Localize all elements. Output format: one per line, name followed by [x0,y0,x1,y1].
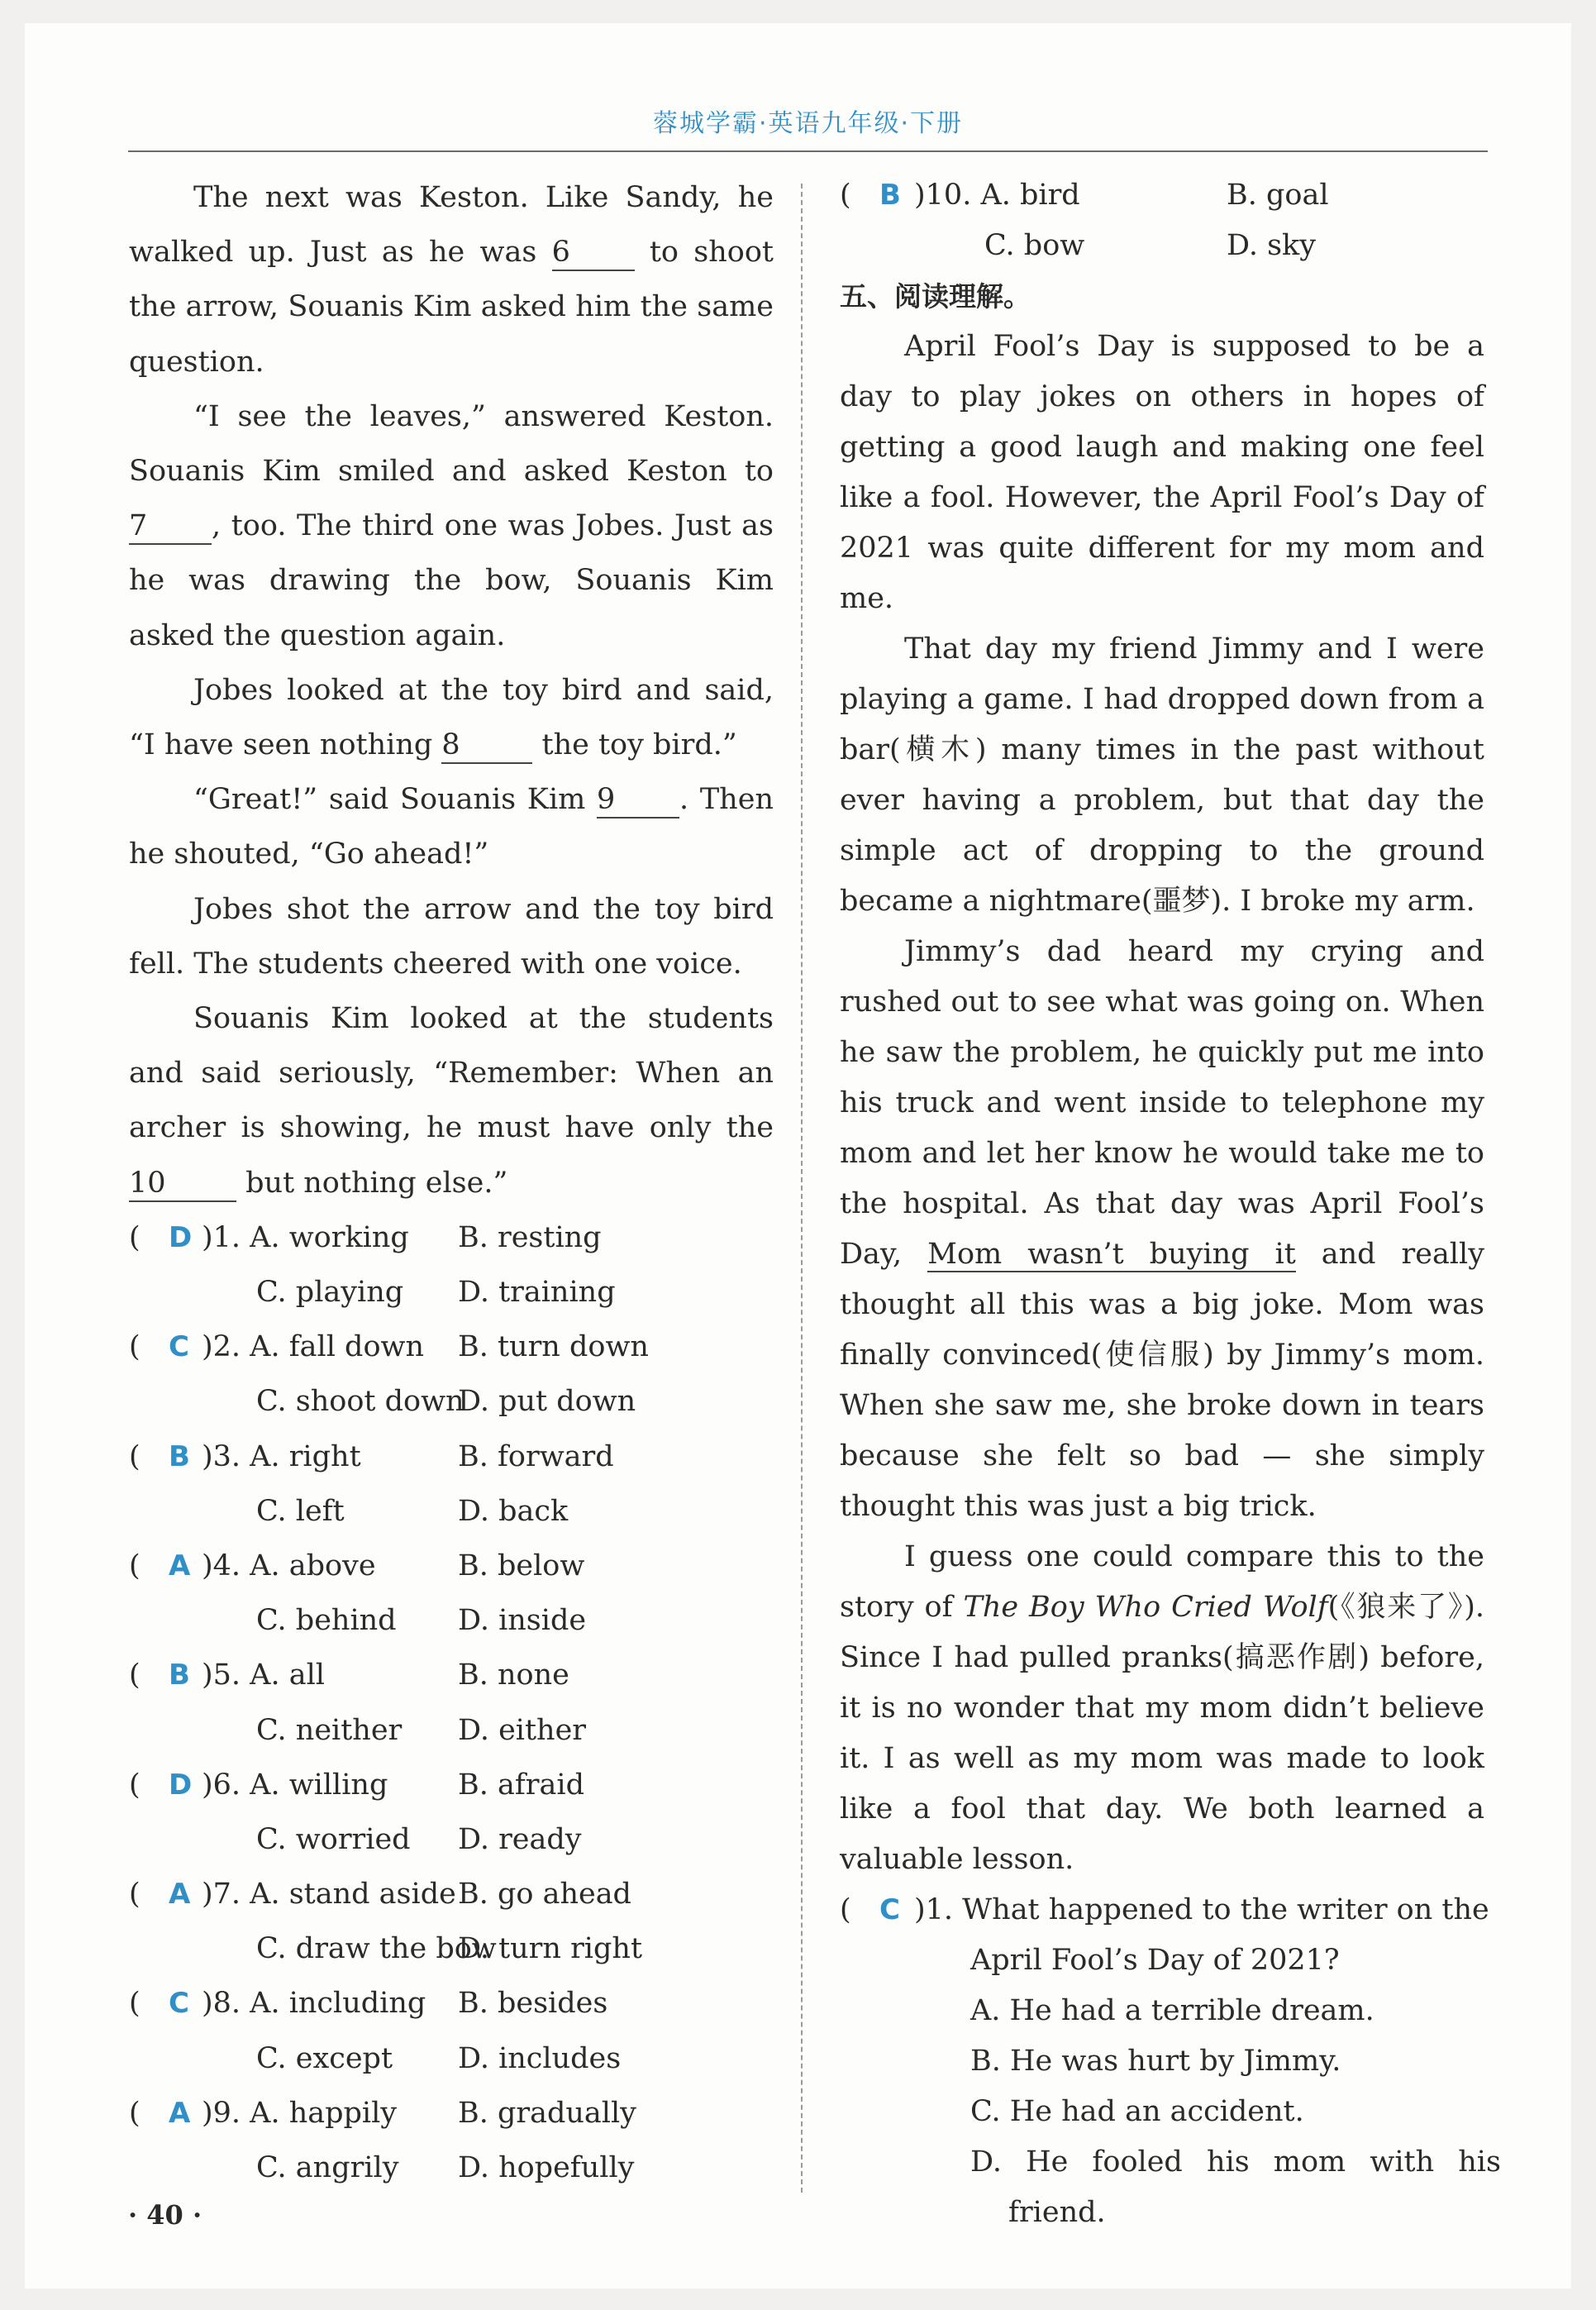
question-item: ( A )7. A. stand aside B. go ahead [129,1867,774,1921]
answer-letter: A [169,1878,191,1911]
right-column: ( B )10. A. bird B. goal C. bow D. sky 五、阅读理解。 April Fool’s Day is supposed to be a day to play jokes on others in hopes of getting a good laugh and making one feel like a fool. However, the April Fool’s Day of 2021 was quite different for my mom and me. That day my friend Jimmy and I were playing a game. I had dropped down from a bar(横木) many times in the past without ever having a problem, but that day the simple act of dropping to the ground became a nightmare(噩梦). I broke my arm. Jimmy’s dad heard my crying and rushed out to see what was going on. When he saw the problem, he quickly put me into his truck and went inside to telephone my mom and let her know he would take me to the hospital. As that day was April Fool’s Day, Mom wasn’t buying it and really thought all this was a big joke. Mom was finally convinced(使信服) by Jimmy’s mom. When she saw me, she broke down in tears because she felt so bad — she simply thought this was just a big trick. I guess one could compare this to the story of The Boy Who Cried Wolf(《狼来了》). Since I had pulled pranks(搞恶作剧) before, it is no wonder that my mom didn’t believe it. I as well as my mom was made to look like a fool that day. We both learned a valuable lesson. ( C )1. What happened to the writer on the April Fool’s Day of 2021? A. He had a terrible dream. B. He was hurt by Jimmy. C. He had an accident. D. He fooled his mom with his friend. [840,170,1484,2238]
passage-paragraph: April Fool’s Day is supposed to be a day to play jokes on others in hopes of getting a good laugh and making one feel like a fool. However, the April Fool’s Day of 2021 was quite different for my mom and me. [840,330,1484,615]
question-item: ( D )6. A. willing B. afraid [129,1758,774,1812]
answer-letter: B [879,179,901,212]
passage-paragraph: That day my friend Jimmy and I were playing a game. I had dropped down from a bar(横木) many times in the past without ever having a problem, but that day the simple act of dropping to the ground became a nightmare(噩梦). I broke my arm. [840,632,1484,918]
option: D. He fooled his mom with his [970,2145,1501,2179]
passage-paragraph: I guess one could compare this to the story of The Boy Who Cried Wolf(《狼来了》). Since I had pulled pranks(搞恶作剧) before, it is no wonder that my mom didn’t believe it. I as well as my mom was made to look like a fool that day. We both learned a valuable lesson. [840,1540,1484,1876]
answer-letter: A [169,2096,191,2130]
option: B. He was hurt by Jimmy. [970,2045,1341,2078]
answer-letter: C [879,1893,900,1926]
question-item: ( C )2. A. fall down B. turn down [129,1320,774,1374]
question-item: ( B )10. A. bird B. goal [840,170,1484,221]
answer-letter: B [169,1439,190,1473]
answer-letter: C [169,1330,189,1364]
answer-blank: 8 [441,728,532,764]
option: A. He had a terrible dream. [970,1994,1374,2027]
question-item: C. bow D. sky [984,229,1317,262]
answer-letter: B [169,1659,190,1692]
passage-paragraph: The next was Keston. Like Sandy, he walked up. Just as he was 6 to shoot the arrow, Souanis Kim asked him the same question. [129,181,774,379]
answer-blank: 6 [552,235,635,271]
passage-paragraph: “Great!” said Souanis Kim 9 . Then he shouted, “Go ahead!” [129,783,774,871]
passage-paragraph: Jimmy’s dad heard my crying and rushed out to see what was going on. When he saw the problem, he quickly put me into his truck and went inside to telephone my mom and let her know he would take me to the hospital. As that day was April Fool’s Day, Mom wasn’t buying it and really thought all this was a big joke. Mom was finally convinced(使信服) by Jimmy’s mom. When she saw me, she broke down in tears because she felt so bad — she simply thought this was just a big trick. [840,935,1484,1523]
story-title: The Boy Who Cried Wolf [963,1591,1328,1624]
passage-paragraph: “I see the leaves,” answered Keston. Souanis Kim smiled and asked Keston to 7 , too. The third one was Jobes. Just as he was drawing the bow, Souanis Kim asked the question again. [129,399,774,652]
answer-letter: C [169,1987,189,2021]
answer-letter: D [169,1768,193,1802]
option: C. He had an accident. [970,2095,1304,2128]
answer-letter: D [169,1220,193,1254]
page-number: · 40 · [128,2199,202,2231]
answer-letter: A [169,1549,191,1582]
column-divider [801,184,803,2193]
question-item: ( D )1. A. working B. resting [129,1210,774,1265]
left-column [129,170,774,2195]
passage-paragraph: Jobes looked at the toy bird and said, “I have seen nothing 8 the toy bird.” [129,663,774,772]
question-item: ( C )8. A. including B. besides [129,1976,774,2031]
question-item: ( B )3. A. right B. forward [129,1429,774,1484]
question-item: ( C )1. What happened to the writer on the [840,1885,1484,1935]
page-header: 蓉城学霸·英语九年级·下册 [128,101,1488,152]
passage-paragraph: Souanis Kim looked at the students and said seriously, “Remember: When an archer is showing, he must have only the 10 but nothing else.” [129,991,774,1210]
passage-paragraph: Jobes shot the arrow and the toy bird fell. The students cheered with one voice. [129,892,774,981]
section-title: 五、阅读理解。 [840,280,1031,313]
answer-blank: 9 [597,782,679,819]
underlined-phrase: Mom wasn’t buying it [927,1238,1296,1271]
answer-blank: 7 [129,508,212,545]
question-list: ( D )1. A. working B. resting C. playing D. training ( C )2. A. fall down B. turn down C. shoot down D. put down ( B )3. A. right B. forward C. left D. back ( A )4. A. above B. below C. behind D. inside ( B )5. A. all B. none C. neither D. either ( D )6. A. willing B. afraid C. worried D. ready ( A )7. A. stand aside B. go ahead C. draw the bow D. turn right ( C )8. A. including B. besides C. except D. includes ( A )9. A. happily B. gradually C. angrily D. hopefully [129,1210,774,2195]
question-item: ( A )4. A. above B. below [129,1539,774,1593]
answer-blank: 10 [129,1166,236,1202]
question-item: ( B )5. A. all B. none [129,1648,774,1702]
question-item: ( A )9. A. happily B. gradually [129,2086,774,2141]
